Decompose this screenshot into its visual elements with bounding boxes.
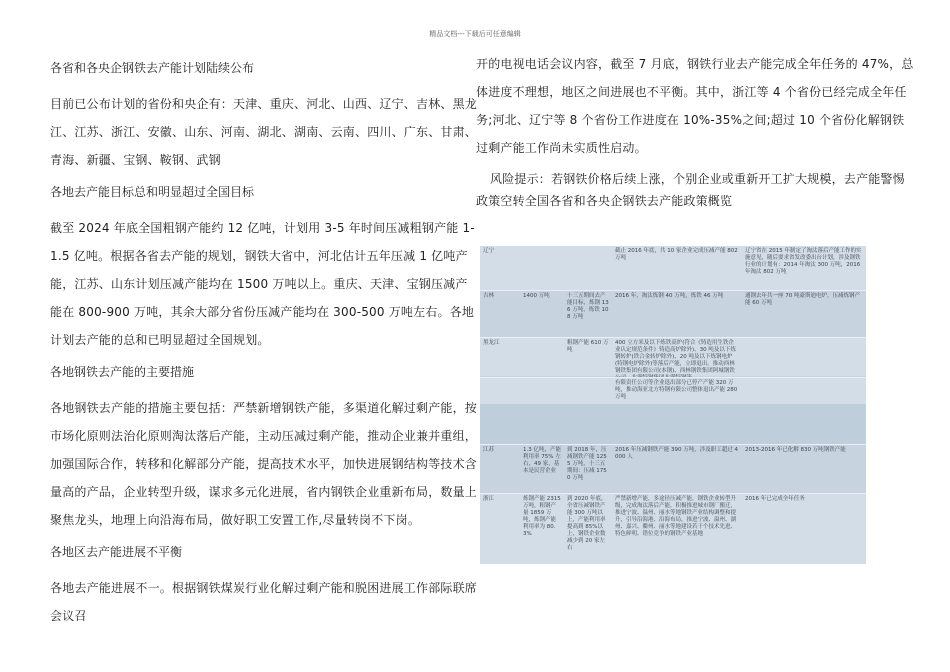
table-row bbox=[480, 404, 866, 444]
table-cell: 到 2020 年底，全省压减钢铁产能 300 万吨以上，产能利用率提高到 85%以上，钢铁企业数减少到 20 家左右 bbox=[567, 496, 607, 551]
left-column bbox=[50, 50, 478, 630]
table-cell bbox=[742, 338, 866, 376]
table-cell bbox=[480, 378, 520, 404]
table-cell bbox=[742, 378, 866, 404]
table-row bbox=[480, 291, 866, 337]
heading-measures: 各地钢铁去产能的主要措施 bbox=[50, 365, 195, 379]
table-cell bbox=[480, 404, 520, 444]
table-cell: 400 立方米及以下炼铁高炉(符合《铸造用生铁企业认定规范条件》铸造高炉除外)、30 吨及以下炼钢转炉(铁合金转炉除外)、20 吨及以下炼钢电炉(特钢电炉除外)等落后产能，立即退出。推动西林钢铁集团有限公司(本钢)、西林钢铁集团阿城钢铁 bbox=[615, 340, 736, 374]
heading-targets: 各地去产能目标总和明显超过全国目标 bbox=[50, 185, 255, 199]
table-cell: 十三五期间去产能目标，炼钢 136 万吨，炼铁 108 万吨 bbox=[567, 293, 609, 320]
heading-progress: 各地区去产能进展不平衡 bbox=[50, 545, 183, 559]
page-header: 精品文档---下载后可任意编辑 bbox=[429, 30, 521, 38]
table-cell: 炼钢产能 2315 万吨，粗钢产量 1859 万吨，炼钢产能利用率为 80.3% bbox=[523, 496, 561, 537]
table-cell bbox=[520, 246, 564, 290]
table-cell: 辽宁省在 2015 年制定了淘汰落后产能工作的实施意见，随后要求省发改委出台计划，涉及钢铁行业的计划有：2014 年淘汰 300 万吨，2016 年淘汰 802 万吨 bbox=[745, 248, 862, 275]
paragraph-measures: 各地钢铁去产能的措施主要包括：严禁新增钢铁产能，多渠道化解过剩产能，按市场化原则法治化原则淘汰落后产能，主动压减过剩产能，推动企业兼并重组，加强国际合作，转移和化解部分产能，提高技术水平，加快进展钢结构等技术含量高的产品，企业转型升级，谋求多元化进展，省内钢铁企业重新布局，数量上聚焦龙头，地理上向沿海布局，做好职工安置工作,尽量转岗不下岗。 bbox=[50, 401, 478, 527]
paragraph-plans: 目前已公布计划的省份和央企有：天津、重庆、河北、山西、辽宁、吉林、黑龙江、江苏、浙江、安徽、山东、河南、湖北、湖南、云南、四川、广东、甘肃、青海、新疆、宝钢、鞍钢、武钢 bbox=[50, 97, 478, 167]
table-cell: 吉林 bbox=[483, 293, 495, 299]
table-cell: 到 2018 年，压减钢铁产能 1255 万吨，十三五期间：压减 1750 万吨 bbox=[567, 447, 607, 481]
right-column bbox=[476, 50, 914, 212]
table-row bbox=[480, 246, 866, 290]
table-cell: 1400 万吨 bbox=[523, 293, 550, 299]
table-cell bbox=[564, 246, 612, 290]
table-row bbox=[480, 445, 866, 493]
table-row bbox=[480, 378, 866, 404]
table-cell: 截止 2016 年底，共 10 家企业完成压减产能 802 万吨 bbox=[615, 248, 738, 261]
table-cell: 2016 年已完成全年任务 bbox=[745, 496, 805, 502]
table-cell: 通钢去年共一座 70 吨豪斯迪电炉，压减炼钢产能 60 万吨 bbox=[745, 293, 860, 306]
table-cell bbox=[520, 338, 564, 376]
paragraph-targets: 截至 2024 年底全国粗钢产能约 12 亿吨，计划用 3-5 年时间压减粗钢产能 1-1.5 亿吨。根据各省去产能的规划，钢铁大省中，河北估计五年压减 1 亿吨产能，江苏、山东计划压减产能均在 1500 万吨以上。重庆、天津、宝钢压减产能在 800-900 万吨，其余大部分省份压减产能均在 300-500 万吨左右。各地计划去产能的总和已明显超过全国规划。 bbox=[50, 221, 475, 347]
table-cell: 2016 年压减钢铁产能 390 万吨，涉及职工超过 4000 人 bbox=[615, 447, 738, 460]
table-row bbox=[480, 338, 866, 376]
table-cell: 1.3 亿吨，产能利用率 75% 左右，49 家，基本是民营企业 bbox=[523, 447, 561, 474]
paragraph-risk: 风险提示：若钢铁价格后续上涨，个别企业或重新开工扩大规模，去产能警惕政策空转全国各省和各央企钢铁去产能政策概览 bbox=[476, 172, 905, 208]
table-cell: 严禁新增产能，多途径压减产能，钢铁企业转型升级，完成淘汰落后产能，积极推进城市钢厂搬迁，推进宁波、温州、丽水等地钢铁产业结构调整和提升，引导沿海港、沿海布局，推进宁波、温州、湖州、嘉兴、衢州、丽水等地建设若干个技术先进、特色鲜明、错位竞争的钢铁产业基地 bbox=[615, 496, 737, 537]
table-cell bbox=[520, 378, 564, 404]
policy-table-image bbox=[480, 246, 866, 564]
table-cell: 江苏 bbox=[483, 447, 495, 453]
heading-plans: 各省和各央企钢铁去产能计划陆续公布 bbox=[50, 61, 255, 75]
table-cell: 粗钢产能 610 万吨 bbox=[567, 340, 609, 353]
table-cell: 浙江 bbox=[483, 496, 495, 502]
table-cell: 2016 年，淘汰炼钢 40 万吨，炼铁 46 万吨 bbox=[615, 293, 724, 299]
table-row bbox=[480, 494, 866, 564]
paragraph-progress-cont: 开的电视电话会议内容，截至 7 月底，钢铁行业去产能完成全年任务的 47%，总体进度不理想，地区之间进展也不平衡。其中，浙江等 4 个省份已经完成全年任务;河北、辽宁等 8 个省份工作进度在 10%-35%之间;超过 10 个省份化解钢铁过剩产能工作尚未实质性启动。 bbox=[476, 57, 914, 155]
table-cell: 有限责任公司等企业退出部分已停产产能 320 万吨，推动海亚北方特钢有限公司整体退出产能 280 万吨 bbox=[615, 380, 738, 400]
table-cell: 辽宁 bbox=[483, 248, 495, 254]
table-cell: 2013-2016 年已化解 830 万吨钢铁产能 bbox=[745, 447, 846, 453]
table-cell bbox=[564, 378, 612, 404]
table-cell: 黑龙江 bbox=[483, 340, 500, 346]
paragraph-progress: 各地去产能进展不一。根据钢铁煤炭行业化解过剩产能和脱困进展工作部际联席会议召 bbox=[50, 581, 478, 623]
